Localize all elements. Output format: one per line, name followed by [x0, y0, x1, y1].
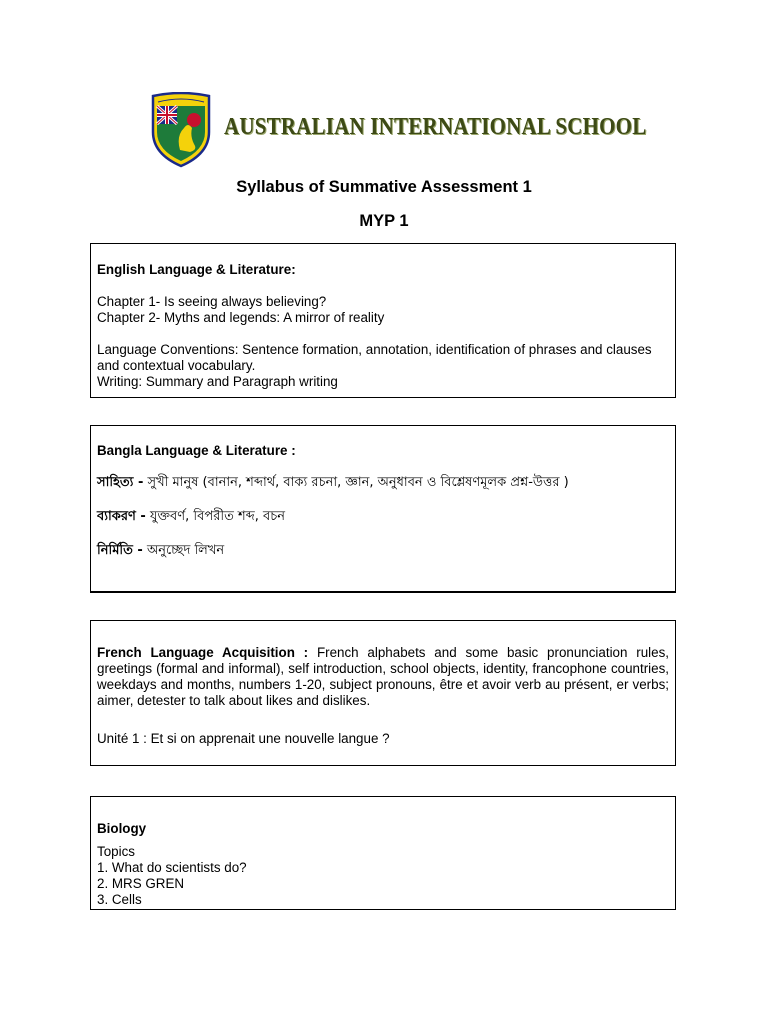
bangla-literature-label: সাহিত্য - — [97, 475, 144, 490]
french-description — [97, 645, 669, 709]
bangla-composition-text: অনুচ্ছেদ লিখন — [142, 543, 225, 558]
document-title: Syllabus of Summative Assessment 1 — [236, 178, 532, 196]
english-chapter-2: Chapter 2- Myths and legends: A mirror of reality — [97, 310, 385, 325]
french-body: French alphabets and some basic pronunciation rules, greetings (formal and informal), self introduction, school objects, identity, francophone countries, weekdays and months, numbers 1-20, subject pronouns, être et avoir verb au présent, er verbs; aimer, detester to talk about likes and dislikes. — [97, 645, 669, 708]
english-writing: Writing: Summary and Paragraph writing — [97, 374, 338, 389]
list-item: 2. MRS GREN — [97, 876, 185, 891]
bangla-literature-line — [97, 475, 669, 491]
french-unit: Unité 1 : Et si on apprenait une nouvelle langue ? — [97, 731, 390, 746]
document-subtitle: MYP 1 — [359, 212, 409, 230]
bangla-section — [90, 425, 676, 593]
biology-section — [90, 796, 676, 910]
bangla-grammar-text: যুক্তবর্ণ, বিপরীত শব্দ, বচন — [145, 509, 286, 524]
biology-heading: Biology — [97, 821, 147, 836]
bangla-literature-text: সুখী মানুষ (বানান, শব্দার্থ, বাক্য রচনা, জ্ঞান, অনুধাবন ও বিশ্লেষণমূলক প্রশ্ন-উত্তর ) — [143, 475, 569, 490]
school-header — [150, 92, 647, 168]
school-name: AUSTRALIAN INTERNATIONAL SCHOOL — [224, 112, 647, 140]
english-conventions: Language Conventions: Sentence formation, annotation, identification of phrases and clauses and contextual vocabulary. — [97, 342, 652, 373]
bangla-grammar-line — [97, 509, 669, 525]
bangla-composition-label: নির্মিতি - — [97, 543, 143, 558]
list-item: 1. What do scientists do? — [97, 860, 247, 875]
bangla-composition-line — [97, 543, 669, 559]
french-heading: French Language Acquisition : — [97, 645, 309, 660]
english-heading: English Language & Literature: — [97, 262, 296, 277]
french-section — [90, 620, 676, 766]
bangla-heading: Bangla Language & Literature : — [97, 443, 296, 458]
bangla-grammar-label: ব্যাকরণ - — [97, 509, 146, 524]
english-section — [90, 243, 676, 398]
school-crest-logo — [150, 92, 212, 168]
list-item: 3. Cells — [97, 892, 142, 907]
biology-topic-list — [97, 860, 669, 908]
biology-topics-label: Topics — [97, 844, 135, 859]
english-chapter-1: Chapter 1- Is seeing always believing? — [97, 294, 327, 309]
